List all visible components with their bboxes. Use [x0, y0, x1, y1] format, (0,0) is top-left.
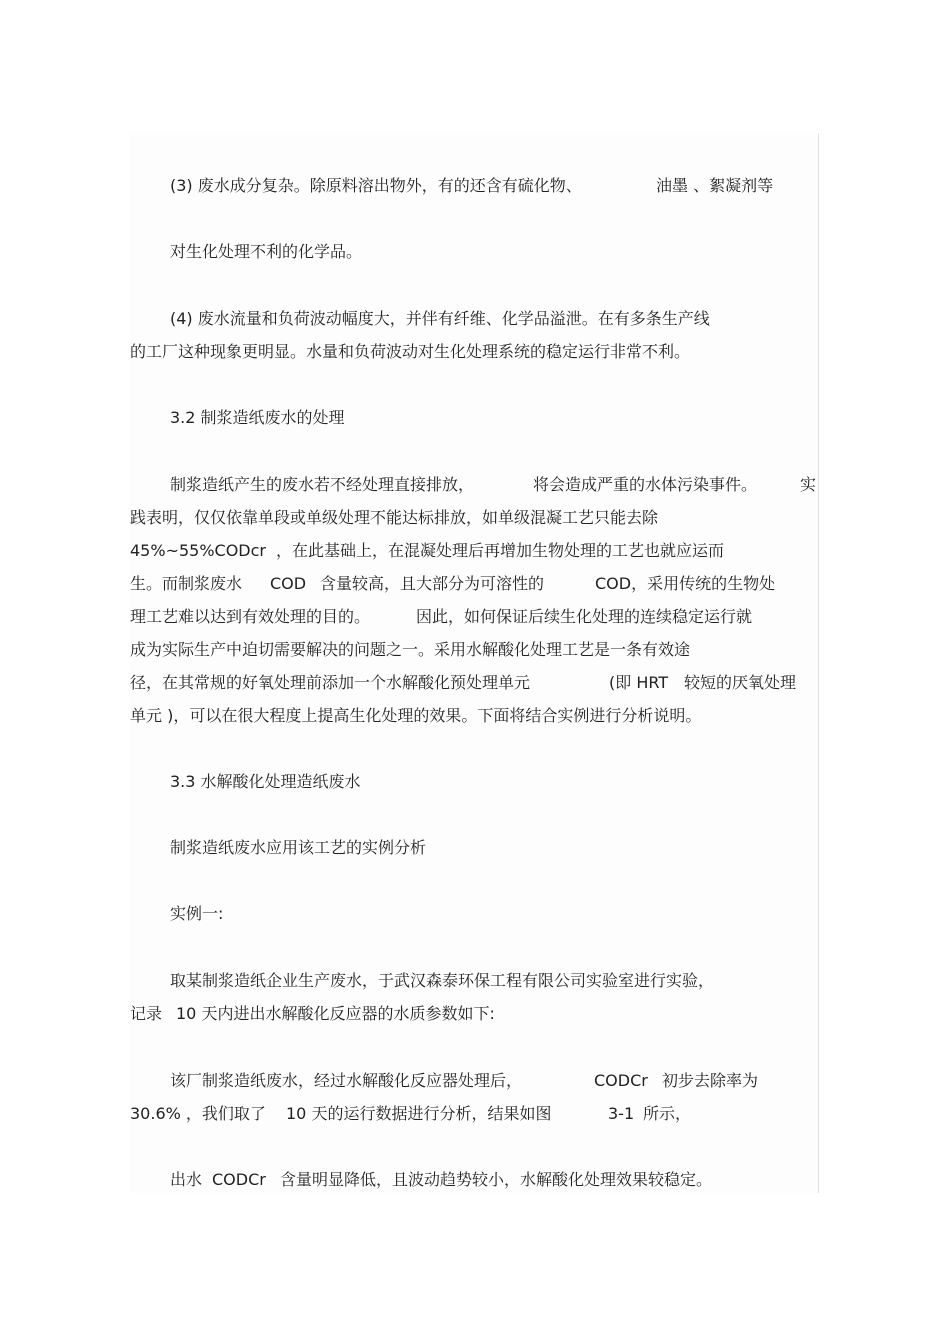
text-line: 记录 [130, 1004, 163, 1023]
text-line: 生。而制浆废水 [130, 574, 243, 593]
text-line: 实 [800, 475, 817, 494]
text-line: (即 HRT [609, 673, 669, 692]
page-panel [130, 133, 819, 1193]
text-line: 所示， [643, 1104, 692, 1123]
text-line: CODCr [212, 1170, 266, 1189]
text-line: 制浆造纸产生的废水若不经处理直接排放， [170, 475, 475, 494]
text-line: ，在此基础上，在混凝处理后再增加生物处理的工艺也就应运而 [276, 541, 725, 560]
text-line: 出水 [170, 1170, 203, 1189]
text-line: CODCr [594, 1071, 648, 1090]
text-line: 初步去除率为 [662, 1071, 759, 1090]
text-line: 将会造成严重的水体污染事件。 [533, 475, 758, 494]
text-line: 径，在其常规的好氧处理前添加一个水解酸化预处理单元 [130, 673, 531, 692]
text-line: 油墨 、絮凝剂等 [656, 176, 774, 195]
text-line: 践表明，仅仅依靠单段或单级处理不能达标排放，如单级混凝工艺只能去除 [130, 508, 659, 527]
text-line: 10 天内进出水解酸化反应器的水质参数如下: [176, 1004, 495, 1023]
text-line: COD [270, 574, 307, 593]
text-line: 的工厂这种现象更明显。水量和负荷波动对生化处理系统的稳定运行非常不利。 [130, 342, 691, 361]
text-line: 单元 )，可以在很大程度上提高生化处理的效果。下面将结合实例进行分析说明。 [130, 706, 702, 725]
text-line: 制浆造纸废水应用该工艺的实例分析 [170, 838, 427, 857]
text-line: 含量较高，且大部分为可溶性的 [320, 574, 545, 593]
text-line: 较短的厌氧处理 [684, 673, 797, 692]
text-line: COD，采用传统的生物处 [595, 574, 776, 593]
text-line: 该厂制浆造纸废水，经过水解酸化反应器处理后， [170, 1071, 523, 1090]
section-heading: 3.3 水解酸化处理造纸废水 [170, 772, 361, 791]
text-line: 理工艺难以达到有效处理的目的。 [130, 607, 371, 626]
text-line: 45%~55%CODcr [130, 541, 266, 560]
text-line: 含量明显降低，且波动趋势较小，水解酸化处理效果较稳定。 [280, 1170, 713, 1189]
text-line: 因此，如何保证后续生化处理的连续稳定运行就 [416, 607, 753, 626]
text-line: 取某制浆造纸企业生产废水，于武汉森泰环保工程有限公司实验室进行实验， [170, 971, 715, 990]
text-line: 成为实际生产中迫切需要解决的问题之一。采用水解酸化处理工艺是一条有效途 [130, 640, 691, 659]
text-line: (4) 废水流量和负荷波动幅度大，并伴有纤维、化学品溢泄。在有多条生产线 [170, 309, 710, 328]
text-line: 3-1 [608, 1104, 635, 1123]
text-line: (3) 废水成分复杂。除原料溶出物外，有的还含有硫化物、 [170, 176, 582, 195]
text-line: 对生化处理不利的化学品。 [170, 242, 363, 261]
text-line: 实例一: [170, 904, 224, 923]
text-line: 10 天的运行数据进行分析，结果如图 [286, 1104, 552, 1123]
section-heading: 3.2 制浆造纸废水的处理 [170, 408, 345, 427]
text-line: 30.6% ，我们取了 [130, 1104, 266, 1123]
